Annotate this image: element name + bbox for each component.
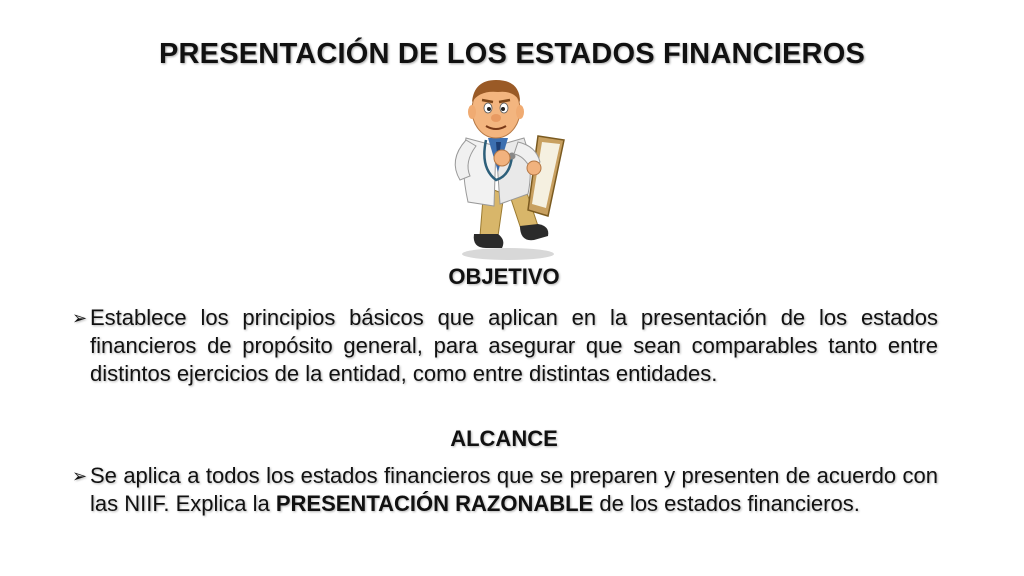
arrow-bullet-icon: ➢ <box>72 308 88 328</box>
alcance-heading: ALCANCE <box>450 426 558 451</box>
arrow-bullet-icon: ➢ <box>72 466 88 486</box>
objetivo-text: Establece los principios básicos que aplican en la presentación de los estados financieros de propósito general, para asegurar que sean comparables tanto entre distintos ejercicios de la entidad, como entre distintas entidades. <box>90 305 938 386</box>
alcance-text-after: de los estados financieros. <box>593 491 860 516</box>
alcance-paragraph <box>72 462 938 518</box>
alcance-text <box>72 462 938 518</box>
objetivo-paragraph <box>72 304 938 388</box>
objetivo-heading: OBJETIVO <box>448 264 560 289</box>
slide-title: PRESENTACIÓN DE LOS ESTADOS FINANCIEROS <box>158 38 865 70</box>
doctor-character-icon <box>436 76 576 262</box>
alcance-text-before: Se aplica a todos los estados financieros que se preparen y presenten de acuerdo con las NIIF. Explica la <box>90 463 938 516</box>
alcance-text-bold: PRESENTACIÓN RAZONABLE <box>275 491 594 516</box>
